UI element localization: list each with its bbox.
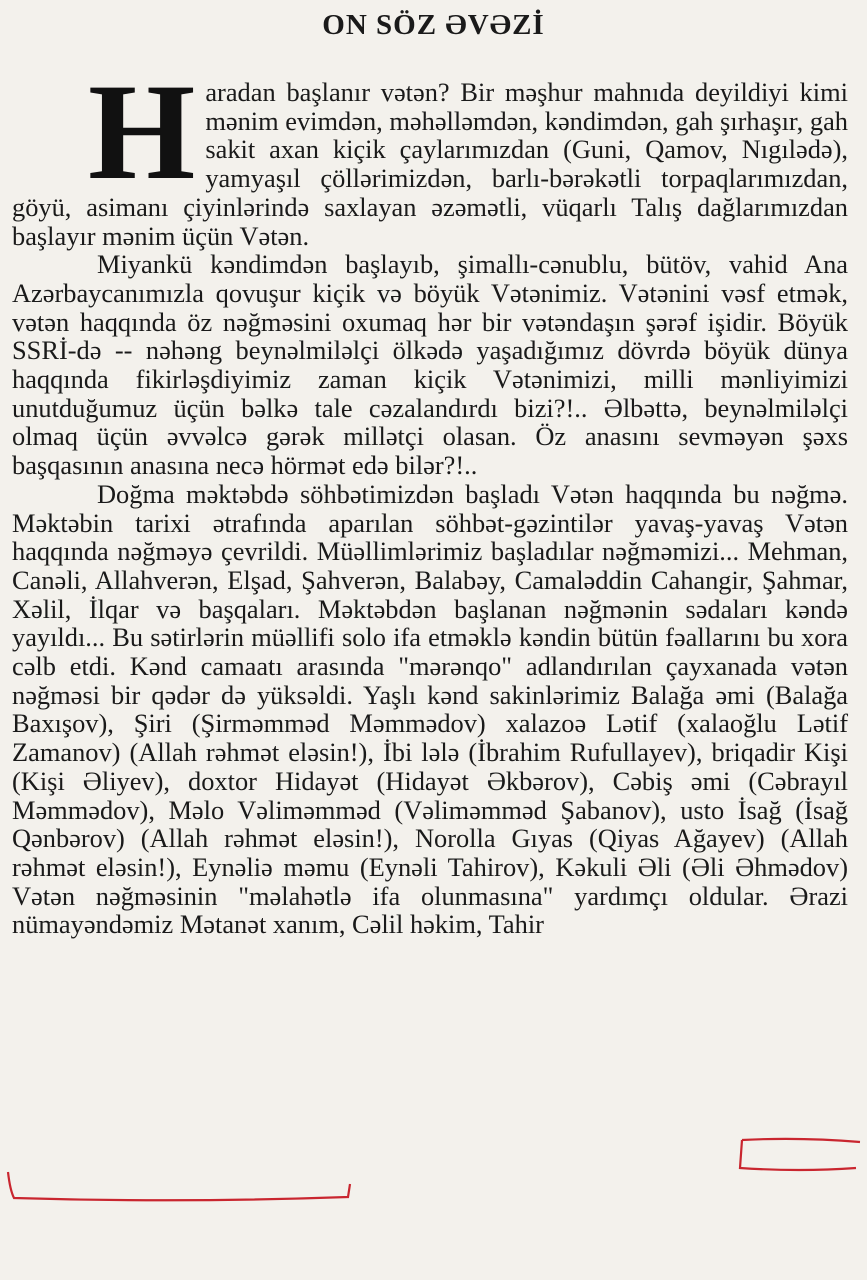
paragraph-3 — [12, 480, 848, 939]
highlighted-text-2: məmu (Eynəli Tahirov) — [283, 851, 539, 882]
paragraph-1 — [12, 55, 848, 251]
red-underlined-name-part-1 — [192, 852, 273, 882]
red-annotation-line-right — [740, 1140, 856, 1170]
red-annotation-line-bottom — [8, 1172, 350, 1200]
paragraph-3-text-after: , Kəkuli Əli (Əli Əhmədov) Vətən nəğməsinin "məlahətlə ifa olunmasına" yardımçı oldular. Ərazi nümayəndəmiz Mətanət xanım, Cəlil həkim, Tahir — [12, 851, 848, 940]
red-annotation-line-top — [742, 1139, 860, 1142]
page-title: ON SÖZ ƏVƏZİ — [322, 9, 545, 41]
paragraph-2: Miyankü kəndimdən başlayıb, şimallı-cənublu, bütöv, vahid Ana Azərbaycanımızla qovuşur kiçik və böyük Vətənimiz. Vətənini vəsf etmək, vətən haqqında öz nəğməsini oxumaq hər bir vətəndaşın şərəf işidir. Böyük SSRİ-də -- nəhəng beynəlmiləlçi ölkədə yaşadığımız dövrdə böyük dünya haqqında fikirləşdiyimiz zaman kiçik Vətənimizi, milli mənliyimizi unutduğumuz üçün bəlkə tale cəzalandırdı bizi?!.. Əlbəttə, beynəlmiləlçi olmaq üçün əvvəlcə gərək millətçi olasan. Öz anasını sevməyən şəxs başqasının anasına necə hörmət edə bilər?!.. — [12, 249, 848, 481]
drop-cap-letter: H — [88, 55, 196, 208]
highlighted-text-1: Eynəliə — [192, 851, 273, 882]
paragraph-3-text-before: Doğma məktəbdə söhbətimizdən başladı Vətən haqqında bu nəğmə. Məktəbin tarixi ətrafında aparılan söhbət-gəzintilər yavaş-yavaş Vətən haqqında nəğməyə çevrildi. Müəllimlərimiz başladılar nəğməmizi... Mehman, Canəli, Allahverən, Elşad, Şahverən, Balabəy, Camaləddin Cahangir, Şahmar, Xəlil, İlqar və başqaları. Məktəbdən başlanan nəğmənin sədaları kəndə yayıldı... Bu sətirlərin müəllifi solo ifa etməklə kəndin bütün fəallarını bu xora cəlb etdi. Kənd camaatı arasında "mərənqo" adlandırılan çayxanada vətən nəğməsi bir qədər də yüksəldi. Yaşlı kənd sakinlərimiz Balağa əmi (Balağa Baxışov), Şiri (Şirməmməd Məmmədov) xalazoə Lətif (xalaoğlu Lətif Zamanov) (Allah rəhmət eləsin!), İbi lələ (İbrahim Rufullayev), briqadir Kişi (Kişi Əliyev), doxtor Hidayət (Hidayət Əkbərov), Cəbiş əmi (Cəbrayıl Məmmədov), Məlo Vəliməmməd (Vəliməmməd Şabanov), usto İsağ (İsağ Qənbərov) (Allah rəhmət eləsin!), Norolla Gıyas (Qiyas Ağayev) (Allah rəhmət eləsin!), — [12, 478, 848, 882]
paragraph-1-text: aradan başlanır vətən? Bir məşhur mahnıda deyildiyi kimi mənim evimdən, məhəlləmdən, kəndimdən, gah şırhaşır, gah sakit axan kiçik çaylarımızdan (Guni, Qamov, Nıgılədə), yamyaşıl çöllərimizdən, barlı-bərəkətli torpaqlarımızdan, göyü, asimanı çiyinlərində saxlayan əzəmətli, vüqarlı Talış dağlarımızdan başlayır mənim üçün Vətən. — [12, 77, 848, 251]
body-text — [12, 55, 848, 940]
red-underlined-name-part-2 — [283, 852, 538, 882]
